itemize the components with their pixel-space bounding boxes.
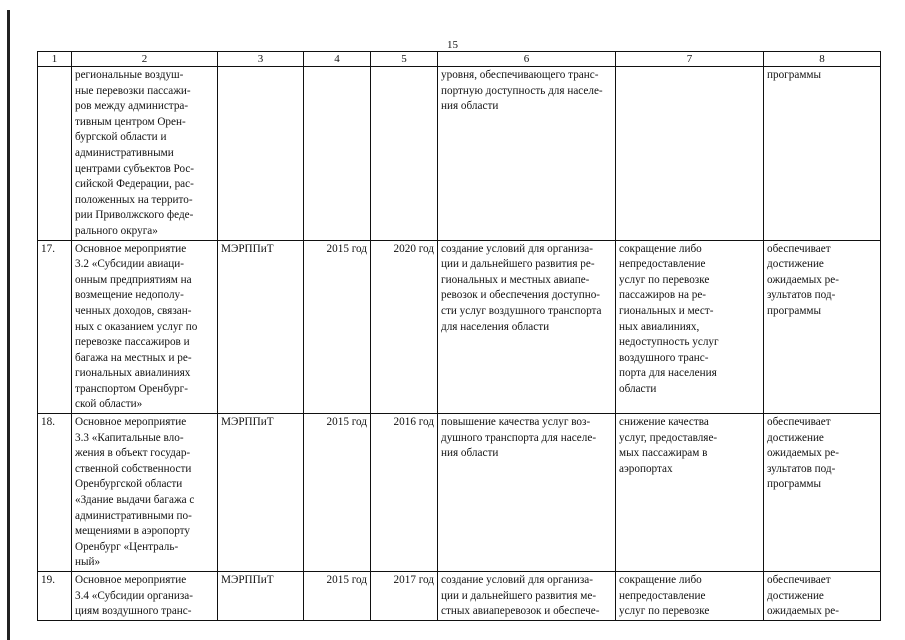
executor: МЭРППиТ <box>218 240 304 414</box>
measure-name: Основное мероприятие 3.3 «Капитальные вло- жения в объект государ- ственной собственности Оренбургской области «Здание выдачи багажа с административными по- мещениями в аэропорту Оренбург «Централь- ный» <box>72 414 218 572</box>
start-year: 2015 год <box>304 572 371 621</box>
table-row <box>38 414 881 572</box>
measure-name: Основное мероприятие 3.4 «Субсидии организа- циям воздушного транс- <box>72 572 218 621</box>
measures-table <box>37 51 881 621</box>
non-implementation-consequences: снижение качества услуг, предоставляе- мых пассажирам в аэропортах <box>616 414 764 572</box>
row-number: 18. <box>38 414 72 572</box>
expected-result: создание условий для организа- ции и дальнейшего развития ме- стных авиаперевозок и обеспече- <box>438 572 616 621</box>
page-number: 15 <box>447 39 458 51</box>
end-year: 2017 год <box>371 572 438 621</box>
header-row <box>38 52 881 67</box>
expected-result: уровня, обеспечивающего транс- портную доступность для населе- ния области <box>438 67 616 241</box>
column-header: 3 <box>218 52 304 67</box>
indicator-link: обеспечивает достижение ожидаемых ре- <box>764 572 881 621</box>
table-row <box>38 240 881 414</box>
expected-result: создание условий для организа- ции и дальнейшего развития ре- гиональных и местных авиапе- ревозок и обеспечения доступно- сти услуг воздушного транспорта для населения области <box>438 240 616 414</box>
table-row <box>38 67 881 241</box>
column-header: 7 <box>616 52 764 67</box>
indicator-link: обеспечивает достижение ожидаемых ре- зультатов под- программы <box>764 414 881 572</box>
column-header: 6 <box>438 52 616 67</box>
executor: МЭРППиТ <box>218 572 304 621</box>
start-year: 2015 год <box>304 240 371 414</box>
binding-edge-line <box>7 10 10 640</box>
end-year <box>371 67 438 241</box>
column-header: 8 <box>764 52 881 67</box>
indicator-link: обеспечивает достижение ожидаемых ре- зультатов под- программы <box>764 240 881 414</box>
non-implementation-consequences: сокращение либо непредоставление услуг по перевозке пассажиров на ре- гиональных и мест- ных авиалиниях, недоступность услуг воздушного транс- порта для населения области <box>616 240 764 414</box>
table-row <box>38 572 881 621</box>
expected-result: повышение качества услуг воз- душного транспорта для населе- ния области <box>438 414 616 572</box>
start-year <box>304 67 371 241</box>
measure-name: региональные воздуш- ные перевозки пассажи- ров между администра- тивным центром Орен- бургской области и административными центрами субъектов Рос- сийской Федерации, рас- положенных на террито- рии Приволжского феде- рального округа» <box>72 67 218 241</box>
start-year: 2015 год <box>304 414 371 572</box>
measure-name: Основное мероприятие 3.2 «Субсидии авиаци- онным предприятиям на возмещение недополу- ченных доходов, связан- ных с оказанием услуг по перевозке пассажиров и багажа на местных и ре- гиональных авиалиниях транспортом Оренбург- ской области» <box>72 240 218 414</box>
executor: МЭРППиТ <box>218 414 304 572</box>
non-implementation-consequences <box>616 67 764 241</box>
column-header: 5 <box>371 52 438 67</box>
non-implementation-consequences: сокращение либо непредоставление услуг по перевозке <box>616 572 764 621</box>
end-year: 2016 год <box>371 414 438 572</box>
row-number <box>38 67 72 241</box>
column-header: 2 <box>72 52 218 67</box>
row-number: 17. <box>38 240 72 414</box>
column-header: 4 <box>304 52 371 67</box>
end-year: 2020 год <box>371 240 438 414</box>
executor <box>218 67 304 241</box>
indicator-link: программы <box>764 67 881 241</box>
row-number: 19. <box>38 572 72 621</box>
column-header: 1 <box>38 52 72 67</box>
